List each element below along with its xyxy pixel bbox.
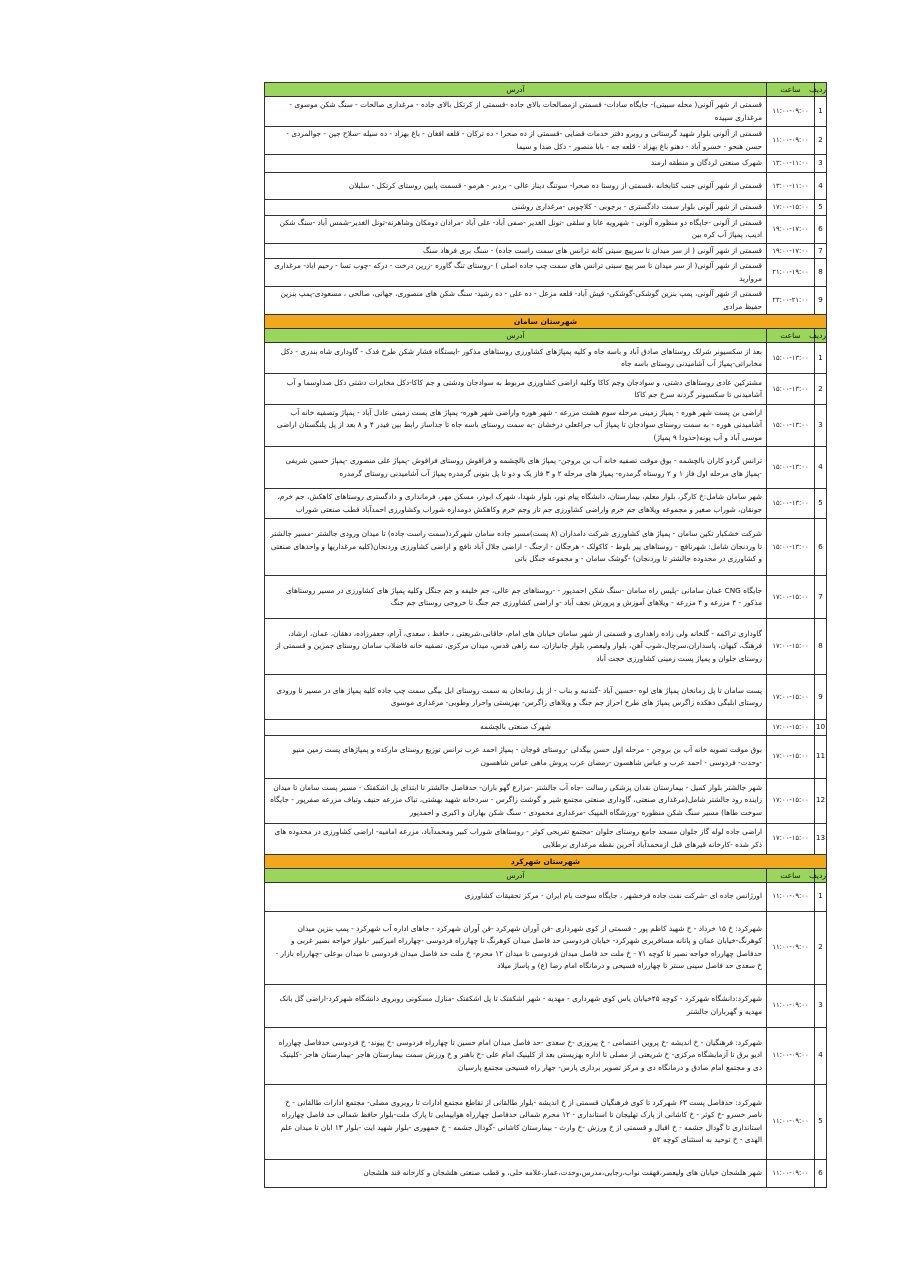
section-title-row <box>265 315 827 329</box>
row-number: 8 <box>815 619 827 675</box>
row-number: 7 <box>815 243 827 259</box>
time-range: ۱۵:۰۰-۱۳:۰۰ <box>767 447 815 489</box>
address-text: بوق موقت تصویه خانه آب بن بروجن - مرحله اول حسن بیگدلی -روستای قوجان - پمپاژ احمد عرب ترانس توزیع روستای مارکده و پمپاژهای پست زمین منیو -وحدت- فردوسی - احمد عرب و عباس شاهسون -رمضان عرب پروش ماهی عباس شاهسون <box>265 735 767 778</box>
address-text: قسمتی از آلونی -جایگاه دو منظوره آلونی - شهرویه عابا و سلقی -تونل الغدیر -صفی آباد- علی آباد -مرادان دومکان وشاهرنه-تونل الغدیر-شمس آباد -سنگ شکن ادیب، پمپاژ آب کره بین <box>265 215 767 243</box>
address-text: قسمتی از شهر آلونی، پمپ بنزین گوشکی-گوشکی- قیش آباد- قلعه مزعل - ده علی - ده رشید- سنگ شکن های منصوری، جهانی، صالحی ، مسعودی-پمپ بنزین حفیظ مرادی <box>265 287 767 315</box>
row-number: 7 <box>815 576 827 619</box>
row-number: 2 <box>815 127 827 155</box>
row-number: 3 <box>815 405 827 447</box>
address-text: شهر جالشتر بلوار کمیل - بیمارستان نقدان پزشکی رسالت -جاه آب جالشتر -مزارع گهو باران- حدفاصل جالشتر تا ابتدای پل اشکفتک - مسیر پست سامان تا میدان زاینده رود جالشتر شامل(مرغداری صنعتی، گاوداری صنعتی مجتمع شیر و گوشت زاگرس - سردخانه شهید بهشتی، تباک مزرعه حنیف وتباف مزرعه صفرپور - جایگاه سوخت طاها) مسیر سنگ شکن منظوره -ورزشگاه المپیک -مرغداری محمودی - سنگ شکن بهاران و اکبری و احمدپور <box>265 778 767 823</box>
row-number: 1 <box>815 97 827 127</box>
address-text: قسمتی از شهر آلونی جنب کتابخانه ،قسمتی از روستا ده صحرا- سوتنگ دیناز عالی - بردبر - هرمو - قسمت پایین روستای کرتکل - سلبلان <box>265 173 767 200</box>
time-range: ۱۷:۰۰-۱۵:۰۰ <box>767 735 815 778</box>
table-row <box>265 489 827 519</box>
header-time: ساعت <box>767 868 815 882</box>
table-row <box>265 619 827 675</box>
time-range: ۱۵:۰۰-۱۳:۰۰ <box>767 343 815 374</box>
address-text: قسمتی از شهر آلونی بلوار سمت دادگستری - برجوبی - کلاچوبی -مرغداری روشنی <box>265 200 767 216</box>
table-row <box>265 97 827 127</box>
row-number: 12 <box>815 778 827 823</box>
time-range: ۱۱:۰۰-۰۹:۰۰ <box>767 1027 815 1084</box>
time-range: ۱۵:۰۰-۱۳:۰۰ <box>767 374 815 405</box>
time-range: ۲۳:۰۰-۲۱:۰۰ <box>767 287 815 315</box>
header-address: آدرس <box>265 83 767 97</box>
address-text: شهرکرد: فرهنگیان - خ اندیشه -خ پروین اعتصامی - خ پیروزی -خ سعدی -حد فاصل میدان امام حسین تا چهارراه فردوسی -خ پیوند- خ فردوسی حدفاصل چهارراه ادیو برق تا آزمایشگاه مرکزی- خ شریعتی از مصلی تا اداره بهزیستی بعد از کلینیک امام علی -خ باهنر و خ ورزش سمت بیمارستان هاجر -بیمارستان هاجر -کلینیک دی و مجتمع امام صادق و درمانگاه دی و مرکز تصویر برداری پارس- جهار راه فسیحی مجتمع پارسیان <box>265 1027 767 1084</box>
row-number: 6 <box>815 519 827 576</box>
header-time: ساعت <box>767 83 815 97</box>
section-title-row <box>265 854 827 868</box>
time-range: ۱۷:۰۰-۱۵:۰۰ <box>767 823 815 854</box>
row-number: 8 <box>815 259 827 287</box>
time-range: ۱۳:۰۰-۱۱:۰۰ <box>767 155 815 173</box>
time-range: ۱۵:۰۰-۱۳:۰۰ <box>767 489 815 519</box>
row-number: 5 <box>815 1084 827 1159</box>
table-row <box>265 882 827 911</box>
row-number: 6 <box>815 1159 827 1187</box>
column-header-row <box>265 83 827 97</box>
column-header-row <box>265 868 827 882</box>
address-text: شهر سامان شامل:خ کارگر، بلوار معلم، بیمارستان، دانشگاه پیام نور، بلوار شهدا، شهرک ابوذر، مسکن مهر، فرمانداری و دادگستری روستاهای کاهکش، جم خرم، جونقان، شوراب صغیر و مجموعه ویلاهای جم خرم واراضی کشاورزی جم تاز وجم خرم وکاهکش دومداره شوراب وکشاورزی احمدآباد قطب صنعتی شوراب <box>265 489 767 519</box>
address-text: گاوداری تراکمه - گلخانه ولی زاده راهداری و قسمتی از شهر سامان خیابان های امام، خاقانی،شریعتی ، حافظ ، سعدی، آرام، جعفرزاده، دهقان، عمان، ارشاد، فرهنگ، کیهان، پاسداران،سرچال،شوب آهن، بلوار ولیعصر، بلوار جانبازان، سه راهی قدس، میدان مرکزی، تصفیه خانه فاضلاب سامان روستای جمزین و قسمتی از روستای جلوان و پمپاژ پست زمینی کشاورزی حجت آباد <box>265 619 767 675</box>
row-number: 2 <box>815 374 827 405</box>
time-range: ۱۷:۰۰-۱۵:۰۰ <box>767 675 815 720</box>
table-row <box>265 200 827 216</box>
row-number: 5 <box>815 489 827 519</box>
table-row <box>265 911 827 984</box>
address-text: اورژانس جاده ای -شرکت نفت جاده فرخشهر ، جایگاه سوخت بام ایران - مرکز تحقیقات کشاورزی <box>265 882 767 911</box>
address-text: قسمتی از شهر آلونی( از سر میدان تا سر پیچ سبتی ترانس های سمت چپ جاده اصلی ) -روستای تنگ گاوره -زرین درخت - درکه -چوب تسا - رحیم اباد- مرغداری مروارید <box>265 259 767 287</box>
address-text: اراضی بن پست شهر هوره - پمپاژ زمینی مرحله سوم هشت مزرعه - شهر هوره واراضی شهر هوره- پمپاژ های پست زمینی عادل آباد - پمپاژ وتصفیه خانه آب آشامیدنی هوره - به سمت روستای سوادجان تا پمپاژ آب جراغعلی درخشان -به سمت روستای باسه جاه تا جداساز رابط بین فیدر ۴ و ۸ بعد از پل پلنگستان اراضی موسی آباد و آب پونه(حدودا ۹ پمپاژ) <box>265 405 767 447</box>
table-row <box>265 215 827 243</box>
address-text: شهرک صنعتی لردگان و منطقه ارمند <box>265 155 767 173</box>
address-text: شهرک صنعتی بالچشمه <box>265 720 767 736</box>
row-number: 1 <box>815 343 827 374</box>
time-range: ۱۱:۰۰-۰۹:۰۰ <box>767 911 815 984</box>
time-range: ۱۷:۰۰-۱۵:۰۰ <box>767 720 815 736</box>
address-text: شهرکرد: حدفاصل پست ۶۳ شهرکرد تا کوی فرهنگیان قسمتی از خ اندیشه -بلوار طالقانی از تقاطع مجتمع ادارات تا روبروی مصلی- مجتمع ادارات طالقانی - خ ناصر خسرو -خ کوثر - خ کاشانی از پارک تهلیجان تا استانداری - ۱۲ محرم شمالی حدفاصل چهارراه هوایپمایی تا پارک ملت-بلوار حافظ شمالی حد فاصل چهارراه استانداری تا گودال جشمه - خ اقبال و قسمتی از خ ورزش -خ وارث - بیمارستان کاشانی -گودال جشمه - خ جمهوری -بلوار شهید ایت -بلوار ۱۳ ابان تا میدان علم الهدی - خ توحید به استثنای کوچه ۵۲ <box>265 1084 767 1159</box>
row-number: 3 <box>815 155 827 173</box>
row-number: 4 <box>815 447 827 489</box>
row-number: 3 <box>815 984 827 1027</box>
row-number: 10 <box>815 720 827 736</box>
address-text: بعد از سکسیونر شرلک روستاهای صادق آباد و باسه جاه و کلیه پمپاژهای کشاورزی روستاهای مذکور -ایستگاه فشار شکن طرح فدک - گاوداری شاه بندری - دکل مخابراتی-پمپاژ آب آشامیدنی روستای باسه جاه <box>265 343 767 374</box>
row-number: 13 <box>815 823 827 854</box>
outage-schedule-table <box>264 82 827 1188</box>
table-row <box>265 1027 827 1084</box>
row-number: 9 <box>815 675 827 720</box>
time-range: ۱۱:۰۰-۰۹:۰۰ <box>767 984 815 1027</box>
table-row <box>265 127 827 155</box>
table-row <box>265 823 827 854</box>
time-range: ۱۵:۰۰-۱۳:۰۰ <box>767 519 815 576</box>
address-text: جایگاه CNG عمان سامانی -پلیس راه سامان -سنگ شکن احمدپور - -روستاهای جم عالی، جم خلیفه و جم جنگل وکلیه پمپاژ های کشاورزی در مسیر روستاهای مذکور - ۴ مزرعه و ۴ مزرعه - ویلاهای آموزش و پرورش نجف آباد -و اراضی کشاورزی جم جنگ تا خروجی روستای جم جنگ <box>265 576 767 619</box>
row-number: 2 <box>815 911 827 984</box>
time-range: ۱۹:۰۰-۱۷:۰۰ <box>767 215 815 243</box>
table-row <box>265 405 827 447</box>
address-text: قسمتی از آلونی بلوار شهید گرستانی و روبرو دفتر خدمات قضایی -قسمتی از ده صحرا - ده ترکان - قلعه افغان - باغ بهزاد - ده سیله -سلاح جین - جوالمردی - حسن هنحو - خسرو آباد - دهنو باغ بهزاد - قلعه جه - بابا منصور - دکل صدا و سیما <box>265 127 767 155</box>
table-row <box>265 243 827 259</box>
address-text: شهر هلشجان خیابان های ولیعصر،فهفت نواب،رجایی،مدرس،وحدت،عمار،علامه حلی، و قطب صنعتی هلشجان و کارخانه قند هلشجان <box>265 1159 767 1187</box>
table-row <box>265 778 827 823</box>
table-row <box>265 447 827 489</box>
row-number: 11 <box>815 735 827 778</box>
time-range: ۱۵:۰۰-۱۳:۰۰ <box>767 405 815 447</box>
address-text: پست سامان تا پل زمانخان پمپاژ های لوه -حسین آباد -گندنبه و بناب - از پل زمانخان به سمت روستای ابل بیگی سمت چپ جاده کلیه پمپاژ های در مسیر تا ورودی روستای ابلبگی دهکده زاگرس پمپاژ های طرح احراز جم جنگ و ویلاهای زاگرس- بهزیستی واحرار وطوبی- مرغداری موسوی <box>265 675 767 720</box>
schedule-body <box>265 83 827 1188</box>
column-header-row <box>265 329 827 343</box>
time-range: ۱۱:۰۰-۰۹:۰۰ <box>767 1159 815 1187</box>
table-row <box>265 155 827 173</box>
row-number: 4 <box>815 173 827 200</box>
row-number: 5 <box>815 200 827 216</box>
time-range: ۱۷:۰۰-۱۵:۰۰ <box>767 200 815 216</box>
time-range: ۱۷:۰۰-۱۵:۰۰ <box>767 778 815 823</box>
address-text: قسمتی از شهر آلونی( محله سبیتی)- جایگاه سادات- قسمتی ازمصالحات بالای جاده -قسمتی از کرتکل بالای جاده - مرغداری صالحات - سنگ شکن موسوی - مرغداری سپیده <box>265 97 767 127</box>
time-range: ۱۷:۰۰-۱۵:۰۰ <box>767 619 815 675</box>
header-row-number: ردیف <box>815 329 827 343</box>
table-row <box>265 735 827 778</box>
table-row <box>265 720 827 736</box>
table-row <box>265 259 827 287</box>
address-text: ترانس گردو کاران بالچشمه - بوق موقت تصفیه خانه آب بن بروجن- پمپاژ های بالچشمه و فراقوش روستای فراقوش -پمپاژ علی منصوری -پمپاژ حسین شریفی -پمپاژ های مرحله اول فاز ۱ و ۲ روستاه گرمدره- پمپاژ های مرحله ۲ و ۳ فاز یک و دو تا پل بتونی گرمدره پمپاژ آب آشامیدنی روستای گرمدره <box>265 447 767 489</box>
time-range: ۱۱:۰۰-۰۹:۰۰ <box>767 97 815 127</box>
row-number: 9 <box>815 287 827 315</box>
section-title: شهرستان شهرکرد <box>265 854 827 868</box>
section-title: شهرستان سامان <box>265 315 827 329</box>
table-row <box>265 984 827 1027</box>
time-range: ۱۹:۰۰-۱۷:۰۰ <box>767 243 815 259</box>
table-row <box>265 519 827 576</box>
address-text: شرکت خشکبار تکین سامان - پمپاژ های کشاورزی شرکت دامداران (۸ پست)مسیر جاده سامان شهرکرد(سمت راست جاده) تا میدان ورودی جالشتر -مسیر جالشتر تا وردنجان شامل: شهرنافچ - روستاهای پیر بلوط - کاکولک - هرجگان - ارجنگ - اراضی جلال آباد نافچ و اراضی کشاورزی وردنجان(کلیه مرغداریها و واحدهای صنعتی و کشاورزی در محدوده جالشتر تا وردنجان) -گوشک سامان - و مجموعه جنگل باتی <box>265 519 767 576</box>
time-range: ۱۳:۰۰-۱۱:۰۰ <box>767 173 815 200</box>
header-row-number: ردیف <box>815 83 827 97</box>
table-row <box>265 287 827 315</box>
row-number: 4 <box>815 1027 827 1084</box>
table-row <box>265 1159 827 1187</box>
table-row <box>265 173 827 200</box>
address-text: اراضی جاده لوله گاز جلوان مسجد جامع روستای جلوان -مجتمع تفریحی کوثر - روستاهای شوراب کبیر ومحمدآباد، مزرعه امامیه- اراضی کشاورزی در محدوده های ذکر شده -کارخانه قیرهای قبل ازمحمدآباد آخرین نقطه مرغداری برطلایی <box>265 823 767 854</box>
address-text: شهرکرد:دانشگاه شهرکرد - کوچه ۴۵خیابان یاس کوی شهرداری - مهدیه - شهر اشکفتک تا پل اشکفتک -منازل مسکونی روبروی دانشگاه شهرکرد-اراضی گل بانک مهدیه و گهرباران جالشتر <box>265 984 767 1027</box>
time-range: ۱۱:۰۰-۰۹:۰۰ <box>767 127 815 155</box>
header-time: ساعت <box>767 329 815 343</box>
header-row-number: ردیف <box>815 868 827 882</box>
row-number: 1 <box>815 882 827 911</box>
address-text: مشترکین عادی روستاهای دشتی، و سوادجان وجم کاکا وکلیه اراضی کشاورزی مربوط به سوادجان ودشتی و جم کاکا-دکل مخابرات دشتی دکل صداوسما و آب آشامیدنی تا سکسیونر گردنه سرخ جم کاکا <box>265 374 767 405</box>
address-text: شهرکرد: خ ۱۵ خرداد - خ شهید کاظم پور - قسمتی از کوی شهرداری -قن آوران شهرکرد -قن آوران شهرکرد - جاهای اداره آب شهرکرد - پمپ بنزین میدان کوهرنگ-خیابان عمان و پانانه مسافربری شهرکرد- خیابان فردوسی حد فاصل میدان کوهرنگ تا چهارراه فردوسی -چهارراه امیرکبیر -بلوار خواجه نصیر غربی و حدفاصل چهارراه خواجه نصیر تا کوچه ۷۱ - خ ملت حد فاصل میدان فردوسی تا میدان ۱۲ محرم- خ ملت حد فاصل میدان فردوسی تا میدان بوعلی -چهارراه بازار - خ سعدی حد فاصل سینی سنتر تا چهارراه فسیحی و درمانگاه امام رضا (ع) و پاساژ میلاد <box>265 911 767 984</box>
table-row <box>265 343 827 374</box>
schedule-page <box>264 82 827 1188</box>
address-text: قسمتی از شهر آلونی ( از سر میدان تا سرپیچ سبتی کابه ترانس های سمت راست جاده) - سنگ بری فرهاد سنگ <box>265 243 767 259</box>
table-row <box>265 675 827 720</box>
header-address: آدرس <box>265 868 767 882</box>
row-number: 6 <box>815 215 827 243</box>
table-row <box>265 1084 827 1159</box>
table-row <box>265 576 827 619</box>
time-range: ۱۱:۰۰-۰۹:۰۰ <box>767 1084 815 1159</box>
header-address: آدرس <box>265 329 767 343</box>
time-range: ۱۷:۰۰-۱۵:۰۰ <box>767 576 815 619</box>
table-row <box>265 374 827 405</box>
time-range: ۱۱:۰۰-۰۹:۰۰ <box>767 882 815 911</box>
time-range: ۲۱:۰۰-۱۹:۰۰ <box>767 259 815 287</box>
